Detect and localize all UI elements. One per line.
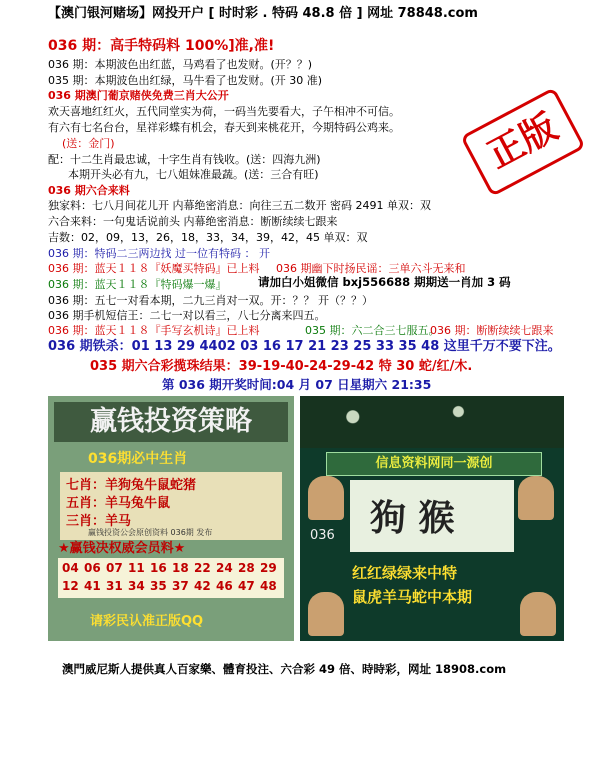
right-panel-period: 036 xyxy=(310,528,335,543)
line-wave-036: 036 期：本期波色出红蓝，马鸡看了也发财。(开？？) xyxy=(48,58,313,71)
number-cell: 12 xyxy=(62,579,79,593)
line-draw-result: 035 期六合彩揽珠结果：39-19-40-24-29-42 特 30 蛇/红/木. xyxy=(90,359,473,374)
right-panel-line2: 鼠虎羊马蛇中本期 xyxy=(352,588,473,606)
line-poem-2: 有六有七名台台，星祥彩蝶有机会，春天到来桃花开，今期特码公鸡来。 xyxy=(48,121,400,134)
portrait-icon xyxy=(308,592,344,636)
number-cell: 04 xyxy=(62,561,79,575)
left-panel-numbers xyxy=(58,558,284,598)
promo-image-left xyxy=(48,396,294,641)
left-panel-footer: 请彩民认准正版QQ xyxy=(90,614,204,629)
number-cell: 37 xyxy=(172,579,189,593)
left-panel-row2: 五肖：羊马兔牛鼠 xyxy=(66,496,171,511)
line-pair: 036 期：五七一对看本期，二九三肖对一双。开：？？ 开（？？） xyxy=(48,294,373,307)
promo-image-right xyxy=(300,396,564,641)
line-035-result: 035 期：六二合三七服五。 xyxy=(305,324,440,337)
right-panel-title: 信息资料网同一源创 xyxy=(326,452,542,476)
line-gift-1: (送：金门) xyxy=(62,137,115,150)
authentic-stamp: 正版 xyxy=(460,87,586,197)
number-cell: 22 xyxy=(194,561,211,575)
number-cell: 16 xyxy=(150,561,167,575)
number-cell: 11 xyxy=(128,561,145,575)
line-blue-sky-3: 036 期：蓝天１１８『手写玄机诗』已上料 xyxy=(48,324,260,337)
number-cell: 28 xyxy=(238,561,255,575)
line-wave-035: 035 期：本期波色出红绿，马牛看了也发财。(开 30 准) xyxy=(48,74,323,87)
portrait-icon xyxy=(518,476,554,520)
line-draw-time: 第 036 期开奖时间:04 月 07 日星期六 21:35 xyxy=(162,377,432,392)
line-iron-kill: 036 期铁杀：01 13 29 4402 03 16 17 21 23 25 33 35 48 这里千万不要下注。 xyxy=(48,339,561,354)
left-panel-banner: ★赢钱决权威会员料★ xyxy=(58,541,186,556)
portrait-icon xyxy=(520,592,556,636)
right-panel-line1: 红红绿绿来中特 xyxy=(352,564,458,582)
left-panel-subtitle: 036期必中生肖 xyxy=(88,451,188,467)
portrait-icon xyxy=(308,476,344,520)
number-cell: 42 xyxy=(194,579,211,593)
number-cell: 06 xyxy=(84,561,101,575)
line-title: 036 期：高手特码料 100%]准,准! xyxy=(48,38,275,54)
line-036-hint: 036 期：断断续续七跟来 xyxy=(430,324,554,337)
line-special-code: 036 期：特码二三两边找 过一位有特码 ： 开 xyxy=(48,247,270,260)
line-folk-song: 036 期幽下时扬民谣：三单六斗无来和 xyxy=(276,262,466,275)
footer-promo: 澳門威尼斯人提供真人百家樂、體育投注、六合彩 49 倍、時時彩，网址 18908.com xyxy=(62,662,507,676)
right-panel-zodiac: 狗 猴 xyxy=(370,497,455,539)
line-poem-4: 本期开头必有九，七八姐妹准最蔬。(送：三合有旺) xyxy=(68,168,319,181)
number-cell: 48 xyxy=(260,579,277,593)
number-cell: 47 xyxy=(238,579,255,593)
number-cell: 29 xyxy=(260,561,277,575)
number-cell: 35 xyxy=(150,579,167,593)
header-banner: 【澳门银河赌场】网投开户 [ 时时彩 . 特码 48.8 倍 ] 网址 78848.com xyxy=(48,6,478,21)
number-cell: 34 xyxy=(128,579,145,593)
number-cell: 46 xyxy=(216,579,233,593)
number-cell: 07 xyxy=(106,561,123,575)
line-blue-sky-2: 036 期：蓝天１１８『特码爆一爆』 xyxy=(48,278,227,291)
line-lucky-numbers: 吉数：02，09，13，26，18，33，34，39，42，45 单双：双 xyxy=(48,231,368,244)
line-section-liuhe: 036 期六合来料 xyxy=(48,184,130,197)
number-cell: 31 xyxy=(106,579,123,593)
left-panel-title: 赢钱投资策略 xyxy=(54,402,288,442)
line-liuhe: 六合来料：一句鬼话说前头 内幕绝密消息：断断续续七跟来 xyxy=(48,215,338,228)
line-blue-sky-1: 036 期：蓝天１１８『妖魔买特码』已上料 xyxy=(48,262,260,275)
line-section-gambler: 036 期澳门葡京赌侠免费三肖大公开 xyxy=(48,89,229,102)
line-poem-1: 欢天喜地红红火，五代同堂实为荷，一码当先要看大，子午相冲不可信。 xyxy=(48,105,400,118)
number-cell: 18 xyxy=(172,561,189,575)
line-sms-king: 036 期手机短信王：二七一对以看三，八七分离来四五。 xyxy=(48,309,326,322)
left-panel-row3: 三肖：羊马 xyxy=(66,514,132,529)
left-panel-note: 赢钱投资公会原创资料 036期 发布 xyxy=(88,528,213,537)
line-exclusive: 独家料：七八月间花儿开 内幕绝密消息：向往三五二数开 密码 2491 单双：双 xyxy=(48,199,431,212)
line-poem-3: 配：十二生肖最忠诚，十字生肖有钱收。(送：四海九洲) xyxy=(48,153,321,166)
number-cell: 24 xyxy=(216,561,233,575)
line-wechat-promo: 请加白小姐微信 bxj556688 期期送一肖加 3 码 xyxy=(258,275,511,289)
left-panel-row1: 七肖：羊狗兔牛鼠蛇猪 xyxy=(66,478,197,493)
number-cell: 41 xyxy=(84,579,101,593)
